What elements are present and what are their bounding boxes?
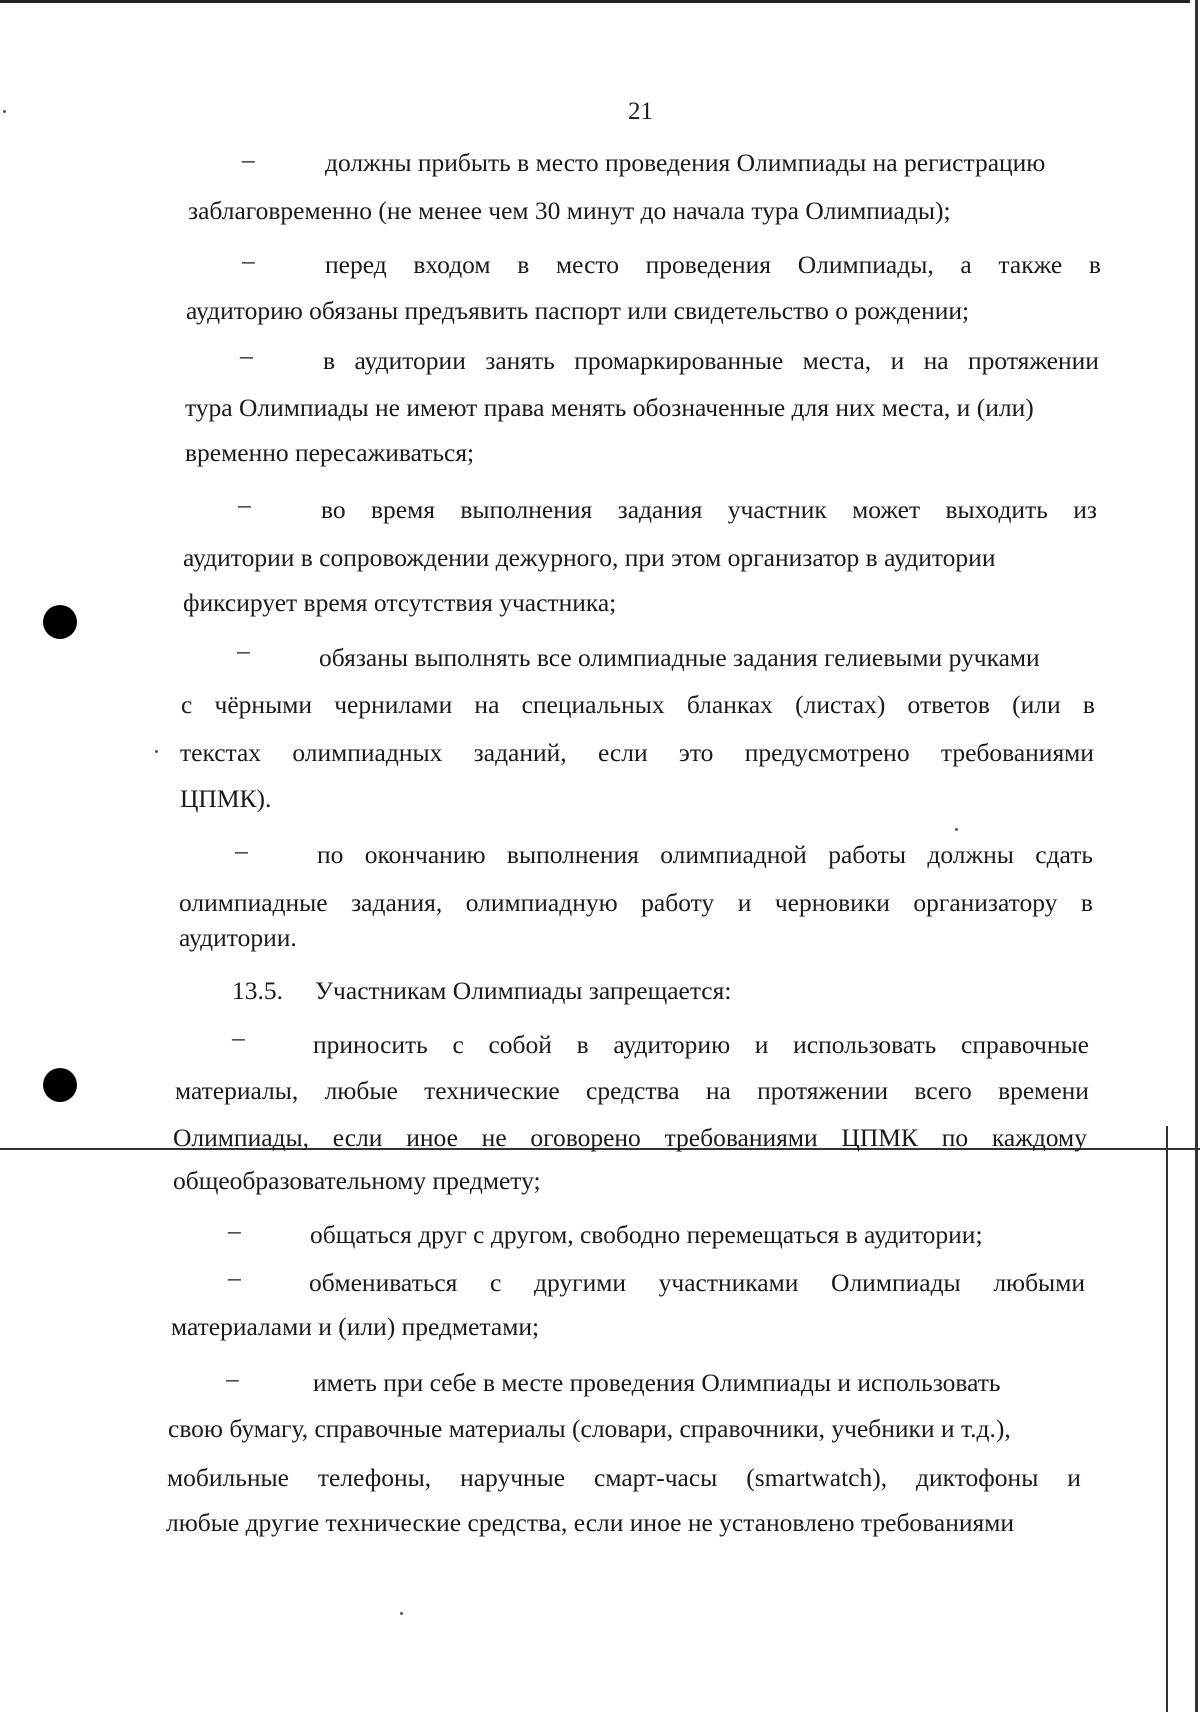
word: перед	[325, 250, 387, 279]
word: текстах	[180, 738, 262, 767]
word: на	[923, 346, 949, 375]
word: окончанию	[364, 840, 486, 869]
text-line: общеобразовательному предмету;	[173, 1166, 541, 1195]
word: время	[370, 495, 435, 524]
word: собой	[488, 1030, 552, 1059]
word: организатору	[913, 888, 1058, 917]
word: должны	[927, 840, 1014, 869]
word: Олимпиады,	[797, 250, 934, 279]
text-line	[173, 1125, 1087, 1151]
word: проведения	[645, 250, 771, 279]
word: приносить	[313, 1030, 428, 1059]
word: аудиторию	[613, 1030, 731, 1059]
text-line: свою бумагу, справочные материалы (словари, справочники, учебники и т.д.),	[168, 1414, 1011, 1443]
text-line: заблаговременно (не менее чем 30 минут до начала тура Олимпиады);	[188, 196, 951, 225]
word: олимпиадных	[292, 738, 443, 767]
word: чернилами	[334, 690, 453, 719]
text-line	[181, 692, 1095, 718]
word: также	[998, 250, 1063, 279]
word: ЦПМК	[841, 1123, 918, 1152]
word: специальных	[521, 690, 665, 719]
word: на	[474, 690, 500, 719]
word: черновики	[774, 888, 890, 917]
word: по	[941, 1123, 969, 1152]
word: олимпиадные	[179, 888, 328, 917]
text-line	[321, 497, 1097, 523]
word: телефоны,	[317, 1463, 432, 1492]
word: работы	[828, 840, 906, 869]
scan-speck	[155, 750, 158, 753]
word: технические	[424, 1076, 560, 1105]
word: требованиями	[940, 738, 1094, 767]
scan-fold-edge	[1166, 1126, 1168, 1712]
text-line	[175, 1078, 1089, 1104]
word: и	[890, 346, 905, 375]
word: если	[332, 1123, 383, 1152]
word: каждому	[991, 1123, 1087, 1152]
word: требованиями	[664, 1123, 818, 1152]
word: не	[481, 1123, 507, 1152]
text-line: должны прибыть в место проведения Олимпиады на регистрацию	[325, 148, 1046, 177]
word: в	[1082, 690, 1095, 719]
word: из	[1073, 495, 1097, 524]
text-line: аудиторию обязаны предъявить паспорт или свидетельство о рождении;	[186, 296, 970, 325]
word: задания	[617, 495, 703, 524]
word: участник	[727, 495, 827, 524]
word: оговорено	[530, 1123, 641, 1152]
list-dash: –	[237, 636, 250, 665]
text-line: любые другие технические средства, если иное не установлено требованиями	[166, 1508, 1014, 1537]
word: во	[321, 495, 346, 524]
text-line	[309, 1270, 1085, 1296]
word: и	[1067, 1463, 1081, 1492]
word: (или	[1012, 690, 1061, 719]
word: материалы,	[175, 1076, 299, 1105]
word: с	[490, 1268, 502, 1297]
text-line: обязаны выполнять все олимпиадные задания гелиевыми ручками	[319, 643, 1040, 672]
word: обмениваться	[309, 1268, 458, 1297]
word: диктофоны	[916, 1463, 1039, 1492]
word: сдать	[1035, 840, 1093, 869]
word: на	[705, 1076, 731, 1105]
word: наручные	[460, 1463, 566, 1492]
word: задания,	[351, 888, 443, 917]
punch-hole-icon	[43, 1068, 77, 1102]
word: если	[597, 738, 648, 767]
word: мобильные	[167, 1463, 289, 1492]
text-line	[313, 1032, 1089, 1058]
word: Олимпиады,	[173, 1123, 310, 1152]
word: олимпиадную	[465, 888, 618, 917]
word: заданий,	[473, 738, 567, 767]
word: иное	[406, 1123, 458, 1152]
word: занять	[485, 346, 555, 375]
word: место	[556, 250, 619, 279]
text-line: ЦПМК).	[180, 784, 272, 813]
word: времени	[998, 1076, 1089, 1105]
word: выполнения	[460, 495, 593, 524]
list-dash: –	[228, 1216, 241, 1245]
list-dash: –	[232, 1023, 245, 1052]
word: и	[737, 888, 752, 917]
word: (листах)	[795, 690, 886, 719]
text-line: аудитории в сопровождении дежурного, при этом организатор в аудитории	[183, 543, 996, 572]
text-line	[167, 1465, 1081, 1491]
word: это	[678, 738, 714, 767]
word: использовать	[793, 1030, 937, 1059]
text-line: аудитории.	[179, 923, 297, 952]
word: и	[754, 1030, 769, 1059]
word: протяжении	[757, 1076, 889, 1105]
word: аудитории	[354, 346, 466, 375]
word: по	[317, 840, 344, 869]
word: с	[181, 690, 193, 719]
word: работу	[641, 888, 715, 917]
word: в	[1088, 250, 1101, 279]
text-line: материалами и (или) предметами;	[171, 1312, 540, 1341]
word: участниками	[658, 1268, 799, 1297]
word: другими	[533, 1268, 627, 1297]
punch-hole-icon	[43, 605, 77, 639]
word: входом	[413, 250, 491, 279]
page-number: 21	[628, 98, 653, 125]
list-dash: –	[238, 490, 251, 519]
text-line	[325, 252, 1101, 278]
word: чёрными	[214, 690, 312, 719]
word: в	[576, 1030, 589, 1059]
scan-speck	[3, 110, 6, 113]
word: любыми	[993, 1268, 1085, 1297]
list-dash: –	[242, 145, 255, 174]
list-dash: –	[242, 246, 255, 275]
scan-speck	[400, 1612, 403, 1615]
word: места,	[802, 346, 872, 375]
text-line: тура Олимпиады не имеют права менять обозначенные для них места, и (или)	[185, 393, 1034, 422]
word: в	[323, 346, 336, 375]
section-number: 13.5.	[232, 976, 283, 1005]
word: олимпиадной	[660, 840, 807, 869]
word: средства	[586, 1076, 680, 1105]
word: выходить	[945, 495, 1048, 524]
scan-speck	[955, 828, 958, 831]
text-line	[317, 842, 1093, 868]
word: в	[517, 250, 530, 279]
word: выполнения	[506, 840, 639, 869]
word: всего	[914, 1076, 972, 1105]
list-dash: –	[228, 1263, 241, 1292]
scan-right-border	[1195, 0, 1198, 1712]
word: в	[1080, 888, 1093, 917]
word: предусмотрено	[744, 738, 910, 767]
word: справочные	[961, 1030, 1089, 1059]
word: любые	[324, 1076, 398, 1105]
word: может	[852, 495, 921, 524]
text-line: иметь при себе в месте проведения Олимпиады и использовать	[313, 1368, 1001, 1397]
text-line	[180, 740, 1094, 766]
word: а	[960, 250, 972, 279]
word: промаркированные	[574, 346, 784, 375]
word: протяжении	[968, 346, 1099, 375]
word: смарт-часы	[594, 1463, 718, 1492]
word: Олимпиады	[831, 1268, 961, 1297]
scan-top-border	[0, 0, 1190, 3]
word: бланках	[686, 690, 773, 719]
section-heading: Участникам Олимпиады запрещается:	[315, 976, 732, 1005]
text-line: временно пересаживаться;	[185, 438, 475, 467]
text-line: фиксирует время отсутствия участника;	[183, 588, 617, 617]
list-dash: –	[240, 341, 253, 370]
word: с	[452, 1030, 464, 1059]
text-line	[323, 348, 1099, 374]
text-line: общаться друг с другом, свободно перемещаться в аудитории;	[310, 1220, 983, 1249]
list-dash: –	[226, 1364, 239, 1393]
list-dash: –	[235, 836, 248, 865]
word: ответов	[907, 690, 990, 719]
word: (smartwatch),	[746, 1463, 888, 1492]
text-line	[179, 890, 1093, 916]
